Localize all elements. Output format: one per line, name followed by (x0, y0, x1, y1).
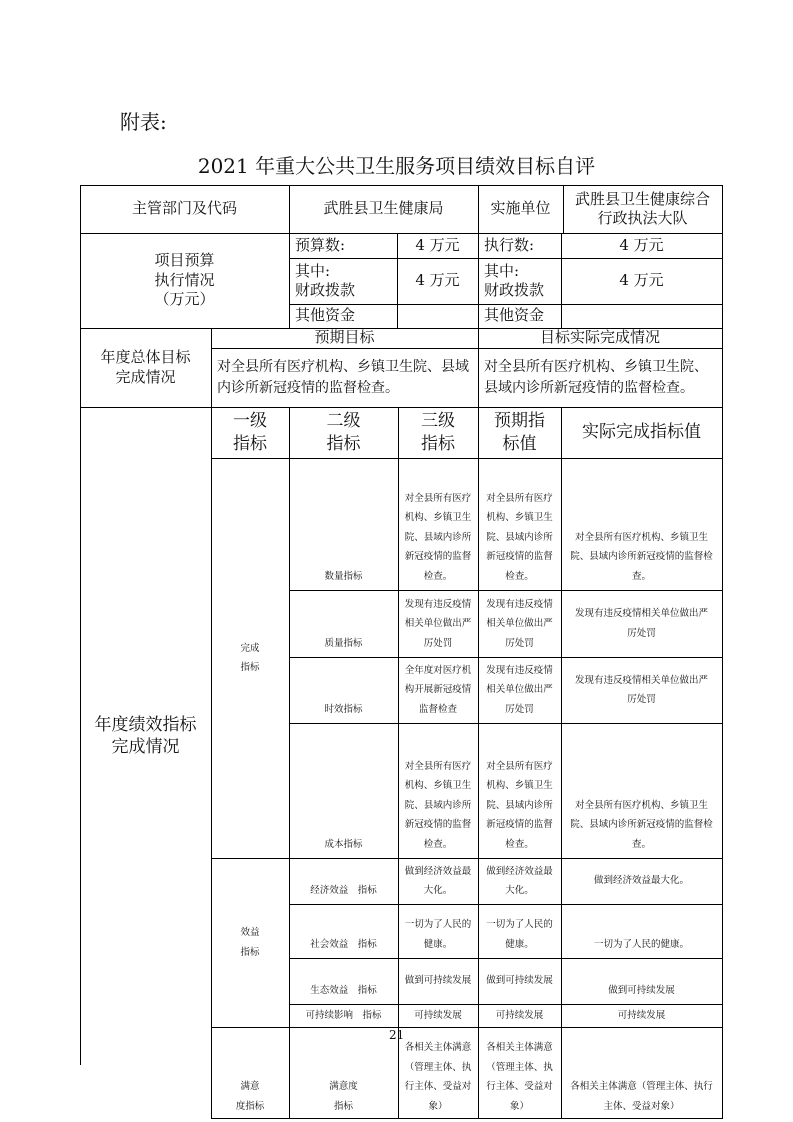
level1-benefit: 效益 指标 (240, 927, 260, 958)
actual-target-header: 目标实际完成情况 (539, 328, 660, 347)
budget-amount-value: 4 万元 (415, 235, 460, 254)
actual-target-text: 对全县所有医疗机构、乡镇卫生院、县域内诊所新冠疫情的监督检查。 (484, 359, 708, 396)
level1-completion: 完成 指标 (240, 642, 260, 673)
row-ecological-expected: 做到可持续发展 (486, 975, 553, 987)
expected-target-text: 对全县所有医疗机构、乡镇卫生院、县域内诊所新冠疫情的监督检查。 (217, 359, 469, 396)
other-exec-value (561, 304, 722, 328)
row-quality-level2: 质量指标 (324, 637, 363, 649)
exec-amount-value: 4 万元 (619, 235, 664, 254)
row-cost-expected: 对全县所有医疗机构、乡镇卫生院、县域内诊所新冠疫情的监督检查。 (486, 760, 553, 850)
indicators-section-label: 年度绩效指标 完成情况 (94, 714, 197, 757)
row-quantity-level3: 对全县所有医疗机构、乡镇卫生院、县域内诊所新冠疫情的监督检查。 (404, 492, 472, 582)
row-quantity-expected: 对全县所有医疗机构、乡镇卫生院、县域内诊所新冠疫情的监督检查。 (486, 492, 553, 582)
row-cost-actual: 对全县所有医疗机构、乡镇卫生院、县域内诊所新冠疫情的监督检查。 (570, 799, 713, 850)
impl-label: 实施单位 (490, 199, 551, 218)
impl-value: 武胜县卫生健康综合 行政执法大队 (574, 189, 710, 227)
row-ecological-level2: 生态效益 指标 (310, 984, 377, 996)
row-ecological-actual: 做到可持续发展 (608, 984, 675, 996)
row-timeliness-expected: 发现有违反疫情相关单位做出严厉处罚 (486, 664, 553, 715)
row-social-level2: 社会效益 指标 (310, 938, 377, 950)
row-satisfaction-level3: 各相关主体满意（管理主体、执行主体、受益对象） (404, 1042, 472, 1112)
fiscal-budget-label: 其中: 财政拨款 (295, 261, 356, 299)
exec-amount-label: 执行数: (484, 235, 535, 254)
dept-value: 武胜县卫生健康局 (323, 199, 444, 218)
row-social-expected: 一切为了人民的健康。 (486, 919, 553, 950)
col-header-level1: 一级 指标 (233, 411, 267, 454)
dept-label: 主管部门及代码 (131, 199, 237, 218)
fiscal-budget-value: 4 万元 (415, 271, 460, 290)
level1-satisfaction: 满意 度指标 (235, 1081, 265, 1112)
fiscal-exec-value: 4 万元 (619, 271, 664, 290)
row-social-level3: 一切为了人民的健康。 (404, 919, 472, 950)
row-cost-level3: 对全县所有医疗机构、乡镇卫生院、县域内诊所新冠疫情的监督检查。 (404, 760, 472, 850)
row-ecological-level3: 做到可持续发展 (404, 975, 472, 987)
budget-amount-label: 预算数: (295, 235, 346, 254)
row-economic-level2: 经济效益 指标 (310, 884, 377, 896)
row-quality-actual: 发现有违反疫情相关单位做出严厉处罚 (574, 608, 708, 639)
row-satisfaction-level2: 满意度 指标 (329, 1081, 358, 1112)
row-satisfaction-actual: 各相关主体满意（管理主体、执行主体、受益对象） (570, 1081, 713, 1112)
row-cost-level2: 成本指标 (324, 838, 363, 850)
row-economic-expected: 做到经济效益最大化。 (486, 865, 553, 896)
row-sustainable-level2: 可持续影响 指标 (305, 1009, 382, 1021)
row-sustainable-level3: 可持续发展 (414, 1009, 462, 1021)
row-social-actual: 一切为了人民的健康。 (593, 938, 689, 950)
page-number: 21 (389, 1028, 405, 1042)
row-satisfaction-expected: 各相关主体满意（管理主体、执行主体、受益对象） (486, 1042, 553, 1112)
row-sustainable-actual: 可持续发展 (617, 1009, 666, 1021)
overall-label: 年度总体目标 完成情况 (100, 348, 191, 386)
row-timeliness-level2: 时效指标 (324, 703, 363, 715)
fiscal-exec-label: 其中: 财政拨款 (484, 261, 545, 299)
row-quality-level3: 发现有违反疫情相关单位做出严厉处罚 (404, 598, 472, 649)
row-timeliness-actual: 发现有违反疫情相关单位做出严厉处罚 (574, 674, 708, 705)
col-header-actual: 实际完成指标值 (582, 422, 701, 443)
row-quantity-level2: 数量指标 (324, 570, 363, 582)
other-budget-label: 其他资金 (295, 306, 356, 325)
other-exec-label: 其他资金 (484, 306, 545, 325)
row-timeliness-level3: 全年度对医疗机构开展新冠疫情监督检查 (404, 664, 472, 715)
row-sustainable-expected: 可持续发展 (495, 1009, 544, 1021)
col-header-level2: 二级 指标 (326, 411, 361, 454)
col-header-expected: 预期指 标值 (494, 411, 545, 454)
col-header-level3: 三级 指标 (421, 411, 455, 454)
row-economic-actual: 做到经济效益最大化。 (593, 875, 689, 887)
row-quality-expected: 发现有违反疫情相关单位做出严厉处罚 (486, 598, 553, 649)
other-budget-value (397, 304, 478, 328)
caption: 附表: (120, 110, 167, 134)
row-economic-level3: 做到经济效益最大化。 (404, 865, 472, 896)
row-quantity-actual: 对全县所有医疗机构、乡镇卫生院、县域内诊所新冠疫情的监督检查。 (570, 531, 713, 582)
budget-label: 项目预算 执行情况 （万元） (154, 251, 215, 309)
document-title: 2021 年重大公共卫生服务项目绩效目标自评 (197, 154, 596, 178)
expected-target-header: 预期目标 (314, 328, 375, 347)
